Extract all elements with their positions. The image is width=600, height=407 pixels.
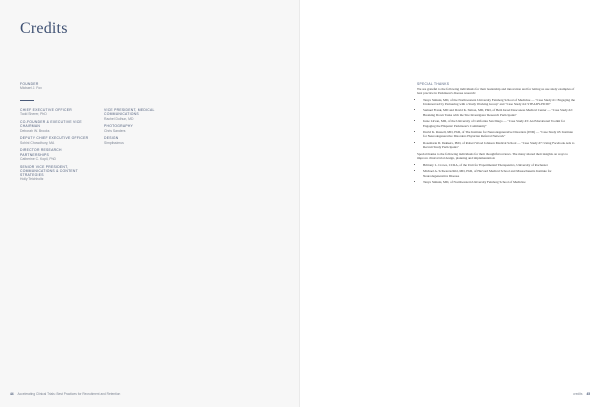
list-item: • David K. Russell, MD, PhD, of The Institute for Neurodegenerative Disorders (IND) — "Case Study #5: Institute for Neurodegenerative Disorders Physician Referral Network" [423, 130, 577, 139]
founder-name: Michael J. Fox [20, 86, 42, 91]
credit-name: Simplissimus [104, 140, 124, 145]
credit-role: CO-FOUNDER & EXECUTIVE VICE CHAIRMAN [20, 119, 82, 129]
credit-role: VICE PRESIDENT, MEDICAL COMMUNICATIONS [104, 108, 155, 117]
list-item: • Brittany L. Crowe, CCRA, of the Unit for Experimental Therapeutics, University of Rochester [423, 163, 577, 168]
thanks-list-2 [417, 163, 577, 184]
right-footer [573, 392, 590, 396]
credits-column-1 [20, 108, 90, 185]
right-footer-text: credits [573, 392, 583, 396]
right-page-number: 45 [586, 392, 590, 396]
right-page [300, 0, 600, 407]
list-item: • Tanya Simuni, MD, of the Northwestern University Feinberg School of Medicine — "Case Study #1: Engaging the Underserved by Partnering with a Study Working Group" and "Case Study #4: STEADY-PD III" [423, 98, 577, 107]
credits-column-2 [104, 108, 174, 148]
list-item: • Irene Litvan, MD, of the University of California San Diego — "Case Study #3: An Educational Toolkit for Engaging the Hispanic Parkinson's Community" [423, 119, 577, 128]
credit-name: Rachel Dolhun, MD [104, 116, 134, 121]
credit-role: CHIEF EXECUTIVE OFFICER [20, 108, 72, 112]
credit-role: DEPUTY CHIEF EXECUTIVE OFFICER [20, 136, 89, 141]
credit-name: Chris Sanders [104, 128, 126, 133]
credit-name: Holly Teichholtz [20, 177, 44, 182]
special-thanks-heading: SPECIAL THANKS [417, 82, 450, 86]
founder-group [20, 82, 42, 94]
thanks-intro: We are grateful to the following individuals for their leadership and innovation and for letting us use study examples of best practice in Parkinson's disease research: [417, 86, 575, 96]
credit-role: DESIGN [104, 136, 119, 141]
credit-name: Catherine C. Kopil, PhD [20, 156, 56, 161]
list-item: • Tanya Simuni, MD, of Northwestern University Feinberg School of Medicine [423, 180, 577, 185]
credit-role: PHOTOGRAPHY [104, 124, 134, 129]
thanks-list-1 [417, 98, 577, 150]
credit-role: SENIOR VICE PRESIDENT, COMMUNICATIONS & CONTENT STRATEGIES [20, 164, 78, 178]
founder-label: FOUNDER [20, 82, 39, 86]
credit-role: DIRECTOR RESEARCH PARTNERSHIPS [20, 148, 62, 157]
credit-name: Deborah W. Brooks [20, 128, 50, 133]
special-thanks-section [417, 82, 577, 186]
credit-name: Sohini Chowdhury, MA [20, 140, 55, 145]
list-item: • Rosemarie D. Dekkers, PhD, of Robert Wood Johnson Medical School — "Case Study #7: Using Facebook Ads to Recruit Study Participants" [423, 141, 577, 150]
thanks-intro-2: Special thanks to the following individuals for their thoughtful reviews. The many shared their insights on ways to improve clinical trial design, planning and implementation: [417, 151, 569, 161]
left-footer-text: Accelerating Clinical Trials: Best Practices for Recruitment and Retention [17, 392, 121, 396]
left-page-number: 44 [10, 392, 14, 396]
left-footer [10, 392, 120, 396]
list-item: • Samuel Frank, MD and David K. Simon, MD, PhD, of Beth Israel Deaconess Medical Center — "Case Study #2: Breaking Down Tasks with the Site Investigator Research Participants" [423, 108, 577, 117]
page-title: Credits [20, 20, 68, 37]
divider-rule [20, 100, 34, 101]
credit-name: Todd Sherer, PhD [20, 112, 47, 117]
list-item: • Michael A. Schwarzschild, MD, PhD, of Harvard Medical School and Massachusetts Institute for Neurodegenerative Disease [423, 169, 577, 178]
